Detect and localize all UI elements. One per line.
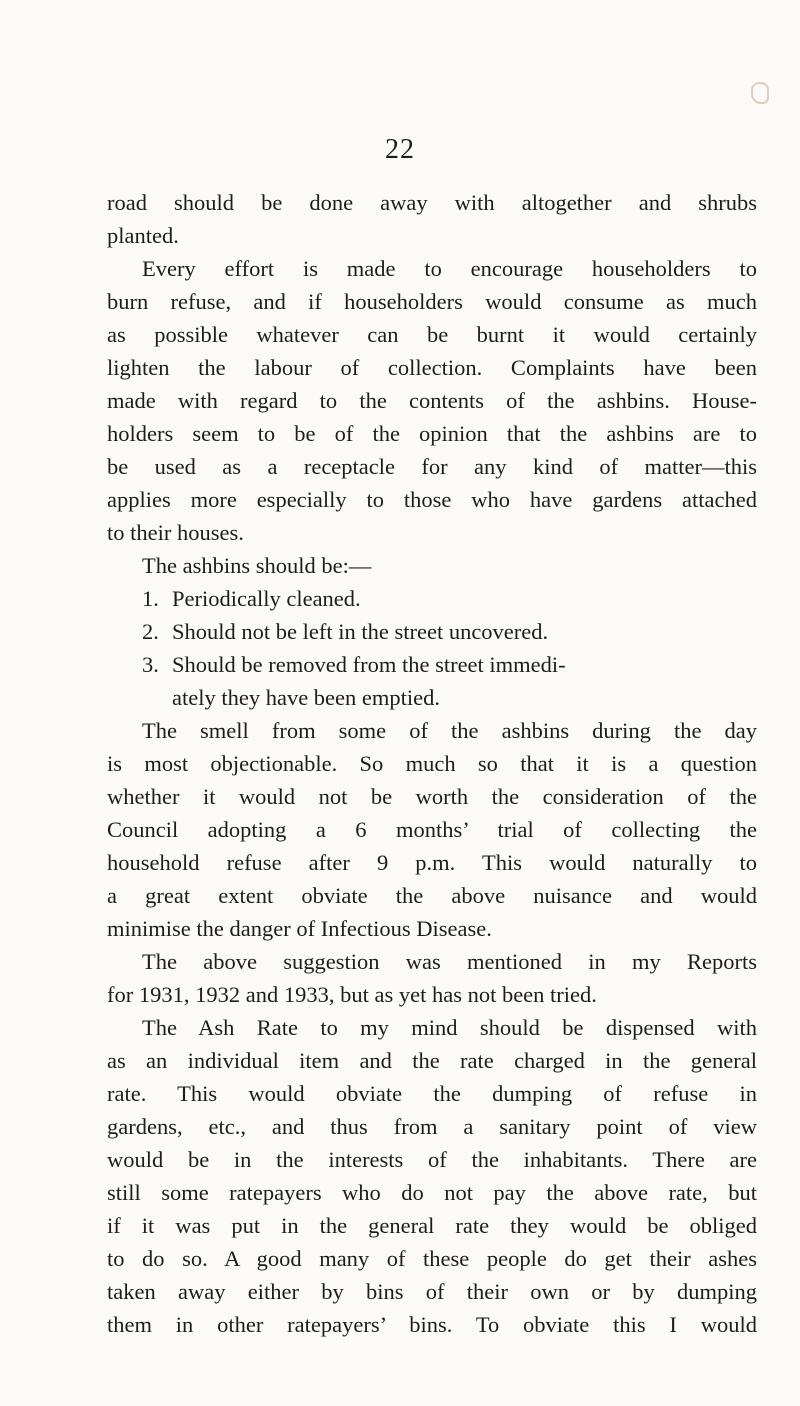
list-item <box>107 582 757 615</box>
text-line: still some ratepayers who do not pay the above rate, but <box>107 1180 757 1205</box>
text-line: The smell from some of the ashbins during the day <box>142 718 757 743</box>
text-line: The above suggestion was mentioned in my Reports <box>142 949 757 974</box>
list-number: 2. <box>142 619 159 644</box>
list-item-text: Should not be left in the street uncovered. <box>172 619 549 644</box>
list-item <box>107 615 757 648</box>
text-line: whether it would not be worth the consideration of the <box>107 784 757 809</box>
text-line: The ashbins should be:— <box>142 553 372 578</box>
text-line: made with regard to the contents of the ashbins. House- <box>107 388 757 413</box>
text-line: Council adopting a 6 months’ trial of collecting the <box>107 817 757 842</box>
text-line: if it was put in the general rate they would be obliged <box>107 1213 757 1238</box>
text-line: road should be done away with altogether and shrubs <box>107 190 757 215</box>
text-line: Every effort is made to encourage householders to <box>142 256 757 281</box>
text-line: to their houses. <box>107 520 244 545</box>
list-number: 1. <box>142 586 159 611</box>
list-number: 3. <box>142 652 159 677</box>
text-line: is most objectionable. So much so that it is a question <box>107 751 757 776</box>
text-line: a great extent obviate the above nuisance and would <box>107 883 757 908</box>
list-item <box>107 648 757 681</box>
text-line: rate. This would obviate the dumping of refuse in <box>107 1081 757 1106</box>
page-number: 22 <box>385 134 415 165</box>
body-text <box>107 186 757 1341</box>
text-line: gardens, etc., and thus from a sanitary point of view <box>107 1114 757 1139</box>
text-line: burn refuse, and if householders would consume as much <box>107 289 757 314</box>
text-line: for 1931, 1932 and 1933, but as yet has not been tried. <box>107 982 597 1007</box>
text-line: planted. <box>107 223 179 248</box>
list-item-continuation: ately they have been emptied. <box>172 685 441 710</box>
text-line: holders seem to be of the opinion that the ashbins are to <box>107 421 757 446</box>
list-item-text: Should be removed from the street immedi- <box>172 652 566 677</box>
text-line: minimise the danger of Infectious Disease. <box>107 916 492 941</box>
text-line: be used as a receptacle for any kind of matter—this <box>107 454 757 479</box>
corner-stain-mark <box>751 82 769 104</box>
text-line: as an individual item and the rate charged in the general <box>107 1048 757 1073</box>
text-line: taken away either by bins of their own or by dumping <box>107 1279 757 1304</box>
text-line: as possible whatever can be burnt it would certainly <box>107 322 757 347</box>
text-line: household refuse after 9 p.m. This would naturally to <box>107 850 757 875</box>
text-line: would be in the interests of the inhabitants. There are <box>107 1147 757 1172</box>
text-line: The Ash Rate to my mind should be dispensed with <box>142 1015 757 1040</box>
text-line: applies more especially to those who have gardens attached <box>107 487 757 512</box>
text-line: them in other ratepayers’ bins. To obviate this I would <box>107 1312 757 1337</box>
list-item-text: Periodically cleaned. <box>172 586 361 611</box>
text-line: lighten the labour of collection. Complaints have been <box>107 355 757 380</box>
text-line: to do so. A good many of these people do get their ashes <box>107 1246 757 1271</box>
